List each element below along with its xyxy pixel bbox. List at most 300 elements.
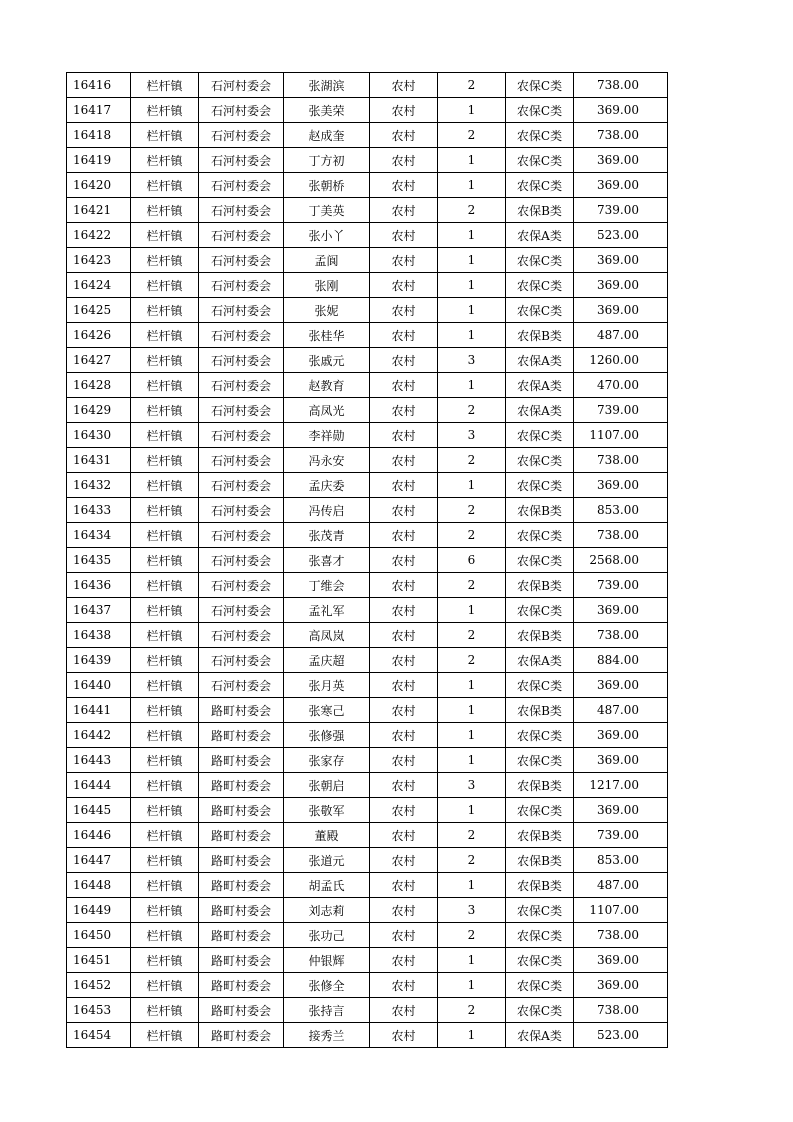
cell-count: 1 [438,473,506,498]
cell-name: 仲银辉 [284,948,370,973]
cell-amount: 1107.00 [574,423,668,448]
cell-village: 石河村委会 [199,198,284,223]
cell-town: 栏杆镇 [131,698,199,723]
cell-area-type: 农村 [370,923,438,948]
cell-amount: 739.00 [574,398,668,423]
cell-town: 栏杆镇 [131,73,199,98]
cell-id: 16416 [67,73,131,98]
cell-count: 3 [438,898,506,923]
cell-count: 1 [438,598,506,623]
cell-id: 16439 [67,648,131,673]
cell-name: 张妮 [284,298,370,323]
table-row [67,248,668,273]
cell-village: 石河村委会 [199,98,284,123]
cell-village: 路町村委会 [199,973,284,998]
cell-name: 接秀兰 [284,1023,370,1048]
cell-amount: 738.00 [574,623,668,648]
cell-town: 栏杆镇 [131,448,199,473]
cell-count: 1 [438,273,506,298]
cell-name: 丁方初 [284,148,370,173]
cell-count: 1 [438,723,506,748]
cell-count: 2 [438,998,506,1023]
cell-village: 石河村委会 [199,473,284,498]
cell-id: 16424 [67,273,131,298]
cell-count: 1 [438,948,506,973]
cell-id: 16417 [67,98,131,123]
table-row [67,98,668,123]
cell-village: 石河村委会 [199,498,284,523]
cell-id: 16437 [67,598,131,623]
cell-id: 16421 [67,198,131,223]
cell-town: 栏杆镇 [131,248,199,273]
cell-amount: 853.00 [574,498,668,523]
table-row [67,723,668,748]
table-row [67,873,668,898]
cell-town: 栏杆镇 [131,148,199,173]
cell-id: 16423 [67,248,131,273]
cell-category: 农保C类 [506,73,574,98]
table-row [67,423,668,448]
cell-town: 栏杆镇 [131,773,199,798]
cell-name: 董殿 [284,823,370,848]
cell-id: 16425 [67,298,131,323]
cell-area-type: 农村 [370,598,438,623]
cell-village: 路町村委会 [199,773,284,798]
cell-count: 1 [438,798,506,823]
cell-amount: 523.00 [574,1023,668,1048]
cell-area-type: 农村 [370,698,438,723]
cell-category: 农保B类 [506,773,574,798]
cell-category: 农保C类 [506,673,574,698]
cell-name: 张持言 [284,998,370,1023]
cell-category: 农保C类 [506,98,574,123]
cell-category: 农保B类 [506,573,574,598]
cell-amount: 487.00 [574,873,668,898]
cell-name: 高凤光 [284,398,370,423]
cell-category: 农保C类 [506,748,574,773]
cell-amount: 739.00 [574,198,668,223]
table-row [67,598,668,623]
cell-id: 16419 [67,148,131,173]
cell-category: 农保A类 [506,1023,574,1048]
table-row [67,373,668,398]
cell-area-type: 农村 [370,973,438,998]
cell-village: 石河村委会 [199,173,284,198]
cell-amount: 1107.00 [574,898,668,923]
cell-area-type: 农村 [370,98,438,123]
cell-amount: 738.00 [574,998,668,1023]
cell-name: 张美荣 [284,98,370,123]
cell-count: 1 [438,98,506,123]
cell-village: 石河村委会 [199,223,284,248]
cell-category: 农保C类 [506,723,574,748]
cell-category: 农保C类 [506,448,574,473]
cell-name: 张道元 [284,848,370,873]
cell-town: 栏杆镇 [131,523,199,548]
cell-amount: 738.00 [574,923,668,948]
cell-id: 16442 [67,723,131,748]
cell-name: 丁美英 [284,198,370,223]
cell-count: 2 [438,623,506,648]
cell-area-type: 农村 [370,898,438,923]
cell-name: 张月英 [284,673,370,698]
cell-village: 路町村委会 [199,948,284,973]
cell-town: 栏杆镇 [131,948,199,973]
cell-village: 石河村委会 [199,248,284,273]
cell-area-type: 农村 [370,798,438,823]
cell-amount: 738.00 [574,123,668,148]
cell-area-type: 农村 [370,173,438,198]
cell-id: 16436 [67,573,131,598]
cell-count: 1 [438,973,506,998]
cell-id: 16443 [67,748,131,773]
cell-count: 3 [438,423,506,448]
cell-area-type: 农村 [370,398,438,423]
cell-count: 1 [438,373,506,398]
cell-id: 16422 [67,223,131,248]
cell-count: 2 [438,573,506,598]
cell-category: 农保C类 [506,298,574,323]
cell-count: 1 [438,1023,506,1048]
cell-village: 石河村委会 [199,273,284,298]
cell-area-type: 农村 [370,648,438,673]
cell-town: 栏杆镇 [131,873,199,898]
cell-name: 赵成奎 [284,123,370,148]
cell-amount: 738.00 [574,73,668,98]
cell-category: 农保B类 [506,873,574,898]
cell-name: 孟阆 [284,248,370,273]
cell-count: 1 [438,673,506,698]
cell-count: 1 [438,873,506,898]
cell-name: 张朝桥 [284,173,370,198]
cell-amount: 738.00 [574,523,668,548]
cell-name: 孟庆委 [284,473,370,498]
cell-count: 2 [438,823,506,848]
cell-amount: 369.00 [574,973,668,998]
cell-amount: 369.00 [574,748,668,773]
cell-name: 刘志莉 [284,898,370,923]
cell-name: 丁维会 [284,573,370,598]
cell-town: 栏杆镇 [131,173,199,198]
cell-name: 张喜才 [284,548,370,573]
cell-category: 农保B类 [506,198,574,223]
cell-area-type: 农村 [370,223,438,248]
cell-count: 2 [438,73,506,98]
cell-town: 栏杆镇 [131,223,199,248]
cell-area-type: 农村 [370,873,438,898]
cell-amount: 369.00 [574,673,668,698]
cell-category: 农保C类 [506,123,574,148]
table-row [67,523,668,548]
table-row [67,848,668,873]
cell-town: 栏杆镇 [131,323,199,348]
cell-category: 农保B类 [506,623,574,648]
cell-area-type: 农村 [370,848,438,873]
cell-amount: 369.00 [574,473,668,498]
cell-village: 路町村委会 [199,873,284,898]
cell-village: 路町村委会 [199,723,284,748]
cell-amount: 523.00 [574,223,668,248]
table-row [67,998,668,1023]
cell-amount: 369.00 [574,148,668,173]
cell-area-type: 农村 [370,548,438,573]
cell-amount: 884.00 [574,648,668,673]
cell-village: 石河村委会 [199,523,284,548]
cell-area-type: 农村 [370,948,438,973]
cell-amount: 369.00 [574,173,668,198]
table-row [67,473,668,498]
cell-category: 农保C类 [506,923,574,948]
table-row [67,698,668,723]
cell-village: 路町村委会 [199,823,284,848]
cell-village: 石河村委会 [199,423,284,448]
table-row [67,923,668,948]
cell-category: 农保A类 [506,348,574,373]
cell-town: 栏杆镇 [131,348,199,373]
cell-name: 张戚元 [284,348,370,373]
cell-amount: 739.00 [574,573,668,598]
cell-id: 16428 [67,373,131,398]
cell-area-type: 农村 [370,623,438,648]
cell-amount: 369.00 [574,273,668,298]
cell-id: 16444 [67,773,131,798]
cell-village: 路町村委会 [199,898,284,923]
cell-category: 农保C类 [506,173,574,198]
cell-town: 栏杆镇 [131,98,199,123]
cell-town: 栏杆镇 [131,723,199,748]
cell-area-type: 农村 [370,748,438,773]
cell-area-type: 农村 [370,348,438,373]
records-table-body [67,73,668,1048]
cell-count: 2 [438,448,506,473]
cell-category: 农保B类 [506,323,574,348]
cell-area-type: 农村 [370,998,438,1023]
cell-category: 农保C类 [506,548,574,573]
cell-amount: 369.00 [574,98,668,123]
cell-category: 农保B类 [506,848,574,873]
cell-area-type: 农村 [370,523,438,548]
cell-town: 栏杆镇 [131,1023,199,1048]
cell-category: 农保B类 [506,823,574,848]
cell-id: 16452 [67,973,131,998]
cell-category: 农保C类 [506,523,574,548]
cell-id: 16454 [67,1023,131,1048]
cell-category: 农保A类 [506,648,574,673]
table-row [67,448,668,473]
cell-area-type: 农村 [370,123,438,148]
table-row [67,348,668,373]
cell-count: 1 [438,748,506,773]
cell-village: 石河村委会 [199,573,284,598]
cell-category: 农保C类 [506,423,574,448]
cell-count: 2 [438,848,506,873]
table-row [67,548,668,573]
cell-count: 3 [438,773,506,798]
cell-category: 农保C类 [506,898,574,923]
cell-village: 石河村委会 [199,648,284,673]
cell-town: 栏杆镇 [131,748,199,773]
cell-area-type: 农村 [370,1023,438,1048]
cell-id: 16450 [67,923,131,948]
table-row [67,823,668,848]
cell-name: 赵教育 [284,373,370,398]
cell-id: 16435 [67,548,131,573]
table-row [67,273,668,298]
table-row [67,573,668,598]
table-row [67,498,668,523]
cell-amount: 369.00 [574,598,668,623]
cell-town: 栏杆镇 [131,798,199,823]
cell-name: 张敬军 [284,798,370,823]
cell-village: 石河村委会 [199,548,284,573]
cell-count: 2 [438,123,506,148]
cell-amount: 369.00 [574,248,668,273]
cell-town: 栏杆镇 [131,548,199,573]
cell-count: 1 [438,223,506,248]
cell-village: 路町村委会 [199,748,284,773]
cell-village: 石河村委会 [199,448,284,473]
cell-count: 1 [438,148,506,173]
cell-amount: 853.00 [574,848,668,873]
cell-id: 16451 [67,948,131,973]
cell-count: 2 [438,198,506,223]
cell-category: 农保A类 [506,223,574,248]
table-row [67,623,668,648]
cell-name: 张家存 [284,748,370,773]
cell-id: 16432 [67,473,131,498]
table-row [67,898,668,923]
cell-amount: 1260.00 [574,348,668,373]
cell-town: 栏杆镇 [131,423,199,448]
cell-village: 石河村委会 [199,123,284,148]
cell-area-type: 农村 [370,448,438,473]
cell-category: 农保C类 [506,598,574,623]
cell-area-type: 农村 [370,823,438,848]
cell-name: 张寒己 [284,698,370,723]
cell-id: 16441 [67,698,131,723]
cell-town: 栏杆镇 [131,973,199,998]
cell-amount: 369.00 [574,723,668,748]
cell-name: 胡孟氏 [284,873,370,898]
cell-area-type: 农村 [370,373,438,398]
cell-count: 1 [438,173,506,198]
cell-name: 冯永安 [284,448,370,473]
table-row [67,748,668,773]
cell-amount: 369.00 [574,948,668,973]
cell-town: 栏杆镇 [131,648,199,673]
cell-name: 张功己 [284,923,370,948]
cell-village: 石河村委会 [199,373,284,398]
table-row [67,223,668,248]
cell-amount: 739.00 [574,823,668,848]
cell-count: 2 [438,398,506,423]
cell-category: 农保B类 [506,498,574,523]
cell-name: 张朝启 [284,773,370,798]
cell-count: 2 [438,523,506,548]
cell-village: 石河村委会 [199,323,284,348]
cell-town: 栏杆镇 [131,398,199,423]
cell-name: 冯传启 [284,498,370,523]
cell-count: 1 [438,323,506,348]
cell-id: 16418 [67,123,131,148]
cell-id: 16434 [67,523,131,548]
cell-name: 孟庆超 [284,648,370,673]
cell-village: 路町村委会 [199,923,284,948]
cell-village: 石河村委会 [199,148,284,173]
cell-town: 栏杆镇 [131,498,199,523]
cell-village: 路町村委会 [199,998,284,1023]
cell-category: 农保C类 [506,798,574,823]
table-row [67,948,668,973]
cell-category: 农保C类 [506,948,574,973]
cell-area-type: 农村 [370,198,438,223]
cell-count: 2 [438,648,506,673]
table-row [67,148,668,173]
cell-category: 农保A类 [506,373,574,398]
cell-name: 孟礼军 [284,598,370,623]
cell-count: 2 [438,923,506,948]
cell-area-type: 农村 [370,723,438,748]
table-row [67,173,668,198]
cell-town: 栏杆镇 [131,573,199,598]
cell-village: 路町村委会 [199,698,284,723]
cell-name: 张修全 [284,973,370,998]
cell-id: 16438 [67,623,131,648]
cell-id: 16433 [67,498,131,523]
cell-name: 张刚 [284,273,370,298]
cell-town: 栏杆镇 [131,273,199,298]
cell-name: 张修强 [284,723,370,748]
cell-id: 16449 [67,898,131,923]
cell-id: 16431 [67,448,131,473]
cell-village: 石河村委会 [199,298,284,323]
table-row [67,1023,668,1048]
cell-village: 石河村委会 [199,623,284,648]
cell-name: 张湖滨 [284,73,370,98]
table-row [67,773,668,798]
cell-id: 16453 [67,998,131,1023]
cell-count: 3 [438,348,506,373]
cell-village: 石河村委会 [199,73,284,98]
cell-id: 16448 [67,873,131,898]
cell-category: 农保C类 [506,998,574,1023]
cell-village: 路町村委会 [199,848,284,873]
cell-area-type: 农村 [370,273,438,298]
cell-village: 石河村委会 [199,398,284,423]
cell-count: 1 [438,248,506,273]
table-row [67,973,668,998]
table-row [67,198,668,223]
cell-town: 栏杆镇 [131,623,199,648]
cell-name: 张桂华 [284,323,370,348]
cell-area-type: 农村 [370,473,438,498]
cell-village: 石河村委会 [199,598,284,623]
cell-village: 石河村委会 [199,673,284,698]
table-row [67,648,668,673]
table-row [67,323,668,348]
table-row [67,798,668,823]
cell-name: 高凤岚 [284,623,370,648]
cell-amount: 470.00 [574,373,668,398]
cell-category: 农保A类 [506,398,574,423]
cell-id: 16445 [67,798,131,823]
table-row [67,123,668,148]
cell-area-type: 农村 [370,573,438,598]
cell-town: 栏杆镇 [131,898,199,923]
cell-amount: 2568.00 [574,548,668,573]
cell-name: 张茂青 [284,523,370,548]
cell-area-type: 农村 [370,148,438,173]
